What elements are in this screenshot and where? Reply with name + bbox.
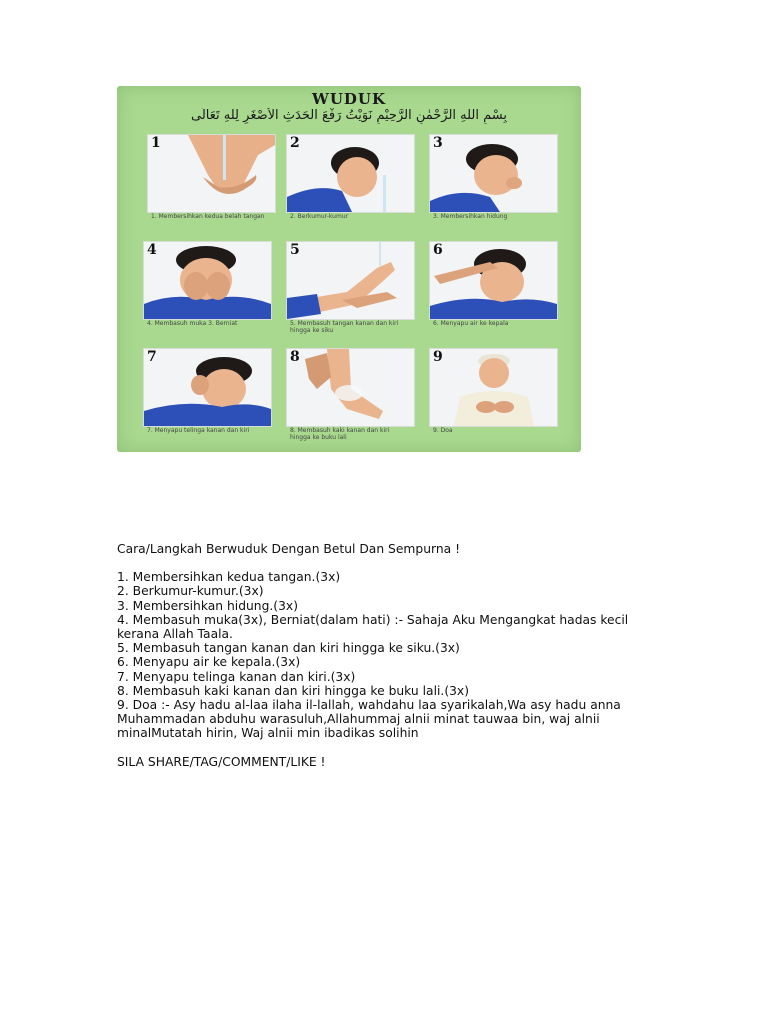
panel-caption: 5. Membasuh tangan kanan dan kiri hingga ke siku <box>290 320 399 334</box>
poster-panel-9 <box>429 348 558 427</box>
panel-caption: 6. Menyapu air ke kepala <box>433 320 509 327</box>
step-item: 1. Membersihkan kedua tangan.(3x) <box>117 570 341 585</box>
illustration-rinsing-mouth <box>287 135 414 212</box>
poster-panel-3 <box>429 134 558 213</box>
panel-number: 6 <box>433 242 443 258</box>
illustration-wiping-ears <box>144 349 271 426</box>
poster-panel-8 <box>286 348 415 427</box>
poster-panel-7 <box>143 348 272 427</box>
illustration-washing-arms <box>287 242 414 319</box>
wudhu-instructions <box>117 542 657 769</box>
poster-panel-6 <box>429 241 558 320</box>
step-item: 4. Membasuh muka(3x), Berniat(dalam hati) :- Sahaja Aku Mengangkat hadas kecil kerana Allah Taala. <box>117 612 629 642</box>
step-item: 6. Menyapu air ke kepala.(3x) <box>117 655 301 670</box>
step-item: 8. Membasuh kaki kanan dan kiri hingga ke buku lali.(3x) <box>117 683 470 698</box>
illustration-cleaning-nose <box>430 135 557 212</box>
panel-number: 4 <box>147 242 157 258</box>
panel-number: 9 <box>433 349 443 365</box>
panel-caption: 4. Membasuh muka 3. Berniat <box>147 320 238 327</box>
poster-arabic-niat: بِسْمِ اللهِ الرَّحْمٰنِ الرَّحِيْمِ نَوَيْتُ رَفْعَ الْحَدَثِ الْأَصْغَرِ لِلّٰهِ تَعَالَى <box>191 108 507 123</box>
step-item: 3. Membersihkan hidung.(3x) <box>117 598 298 613</box>
poster-panel-5 <box>286 241 415 320</box>
panel-caption: 2. Berkumur-kumur <box>290 213 349 220</box>
step-item: 5. Membasuh tangan kanan dan kiri hingga ke siku.(3x) <box>117 641 460 656</box>
share-call-to-action: SILA SHARE/TAG/COMMENT/LIKE ! <box>117 754 326 769</box>
panel-number: 3 <box>433 135 443 151</box>
poster-panel-1 <box>147 134 276 213</box>
illustration-washing-face <box>144 242 271 319</box>
illustration-washing-feet <box>287 349 414 426</box>
steps-list <box>117 570 657 740</box>
step-item: 9. Doa :- Asy hadu al-laa ilaha il-lallah, wahdahu laa syarikalah,Wa asy hadu anna Muhammadan abduhu warasuluh,Allahummaj alnii minat tauwaa bin, waj alnii minalMutatah hirin, Waj alnii min ibadikas solihin <box>117 698 621 741</box>
poster-panel-4 <box>143 241 272 320</box>
panel-caption: 3. Membersihkan hidung <box>433 213 508 220</box>
panel-number: 7 <box>147 349 157 365</box>
poster-panel-2 <box>286 134 415 213</box>
wuduk-poster <box>117 86 581 452</box>
panel-caption: 7. Menyapu telinga kanan dan kiri <box>147 427 250 434</box>
panel-caption: 8. Membasuh kaki kanan dan kiri hingga ke buku lali <box>290 427 390 441</box>
poster-title: WUDUK <box>311 90 387 108</box>
instructions-heading: Cara/Langkah Berwuduk Dengan Betul Dan Sempurna ! <box>117 542 460 556</box>
panel-number: 8 <box>290 349 300 365</box>
panel-caption: 1. Membersihkan kedua belah tangan <box>151 213 265 220</box>
step-item: 2. Berkumur-kumur.(3x) <box>117 584 264 599</box>
illustration-boy-praying-doa <box>430 349 557 426</box>
panel-number: 5 <box>290 242 300 258</box>
panel-number: 1 <box>151 135 161 151</box>
illustration-washing-hands <box>148 135 275 212</box>
step-item: 7. Menyapu telinga kanan dan kiri.(3x) <box>117 669 356 684</box>
panel-number: 2 <box>290 135 300 151</box>
illustration-wiping-head <box>430 242 557 319</box>
panel-caption: 9. Doa <box>433 427 453 434</box>
